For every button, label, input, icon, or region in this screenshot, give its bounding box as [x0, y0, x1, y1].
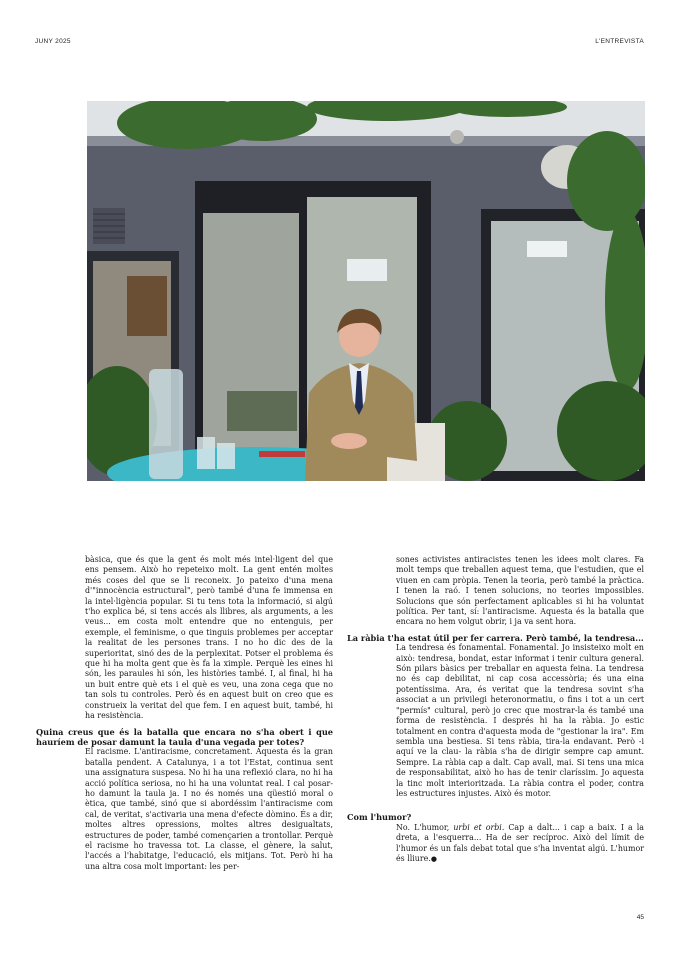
latin-phrase: urbi et orbi: [453, 822, 502, 832]
answer-paragraph: sones activistes antiracistes tenen les idees molt clares. Fa molt temps que treballen aquest tema, que l'estudien, que el viuen en cam pròpia. Tenen la teoria, però també la pràctica. I tenen la raó. I tenen solucions, no teories impossibles. Solucions que són perfectament aplicables si hi ha voluntat política. Per tant, sí: l'antiracisme. Aquesta és la batalla que encara no hem volgut obrir, i ja va sent hora.: [396, 555, 644, 627]
answer-paragraph: [396, 823, 644, 865]
interview-question: La ràbia t'ha estat útil per fer carrera. Però també, la tendresa...: [347, 632, 644, 643]
section-title: L'ENTREVISTA: [595, 38, 644, 45]
answer-text: . Cap a dalt... i cap a baix. I a la dreta, a l'esquerra... Ha de ser recíproc. Això del límit de l'humor és un fals debat total que s'ha inventat algú. L'humor és lliure.: [396, 822, 644, 863]
answer-paragraph: bàsica, que és que la gent és molt més intel·ligent del que ens pensem. Això ho repeteixo molt. La gent entén moltes més coses del que se li reconeix. Jo pateixo d'una mena d'"innocència estructural", però també d'una fe immensa en la intel·ligència popular. Si tu tens tota la informació, si algú t'ho explica bé, si tens accés als llibres, als arguments, a les veus... em costa molt entendre que no entenguis, per exemple, el feminisme, o que tinguis problemes per acceptar la realitat de les persones trans. I no ho dic des de la superioritat, sinó des de la perplexitat. Potser el problema és que hi ha molta gent que ès fa la ximple. Perquè les eines hi són, les paraules hi són, les històries també. I, al final, hi ha un buit entre què ets i el què es veu, una zona cega que no tan sols tu controles. Però és en aquest buit on creo que es construeix la veritat del que fem. I en aquest buit, també, hi ha resistència.: [85, 555, 333, 721]
answer-paragraph: La tendresa és fonamental. Fonamental. Jo insisteixo molt en això: tendresa, bondat, estar informat i tenir cultura general. Són pilars bàsics per treballar en aquesta feina. La tendresa no és cap debilitat, ni cap cosa accessòria; és una eina potentíssima. Ara, és veritat que la tendresa sovint s'ha associat a un privilegi heteronormatiu, o fins i tot a un cert "permís" cultural, però jo crec que mostrar-la és també una forma de resistència. I després hi ha la ràbia. Jo estic totalment en contra d'aquesta moda de "gestionar la ira". Em sembla una bestiesa. Si tens ràbia, tira-la endavant. Però -i aquí ve la clau- la ràbia s'ha de dirigir sempre cap amunt. Sempre. La ràbia cap a dalt. Cap avall, mai. Si tens una mica de responsabilitat, això ho has de tenir claríssim. Jo aquesta la tinc molt interioritzada. La ràbia contra el poder, contra les estructures injustes. Això és motor.: [396, 643, 644, 798]
page-number: 45: [636, 914, 644, 921]
interview-question: Com l'humor?: [347, 812, 412, 823]
answer-paragraph: El racisme. L'antiracisme, concretament. Aquesta és la gran batalla pendent. A Catalunya, i a tot l'Estat, continua sent una assignatura suspesa. No hi ha una reflexió clara, no hi ha acció política seriosa, no hi ha una voluntat real. I cal posar-ho damunt la taula ja. I no és només una qüestió moral o ètica, que també, sinó que si abordéssim l'antiracisme com cal, de veritat, s'activaria una mena d'efecte dòmino. És a dir, moltes altres opressions, moltes altres desigualtats, estructures de poder, també començarien a trontollar. Perquè el racisme ho travessa tot. La classe, el gènere, la salut, l'accés a l'habitatge, l'educació, els mitjans. Tot. Però hi ha una altra cosa molt important: les per-: [85, 747, 333, 871]
answer-text: No. L'humor,: [396, 822, 454, 832]
interview-question: Quina creus que és la batalla que encara no s'ha obert i que hauríem de posar damunt la taula d'una vegada per totes?: [36, 726, 333, 747]
end-mark-icon: ●: [430, 854, 437, 863]
issue-date: JUNY 2025: [35, 38, 71, 45]
text-column-right: [347, 555, 644, 864]
text-column-left: [36, 555, 333, 872]
interview-photo: [87, 101, 645, 481]
